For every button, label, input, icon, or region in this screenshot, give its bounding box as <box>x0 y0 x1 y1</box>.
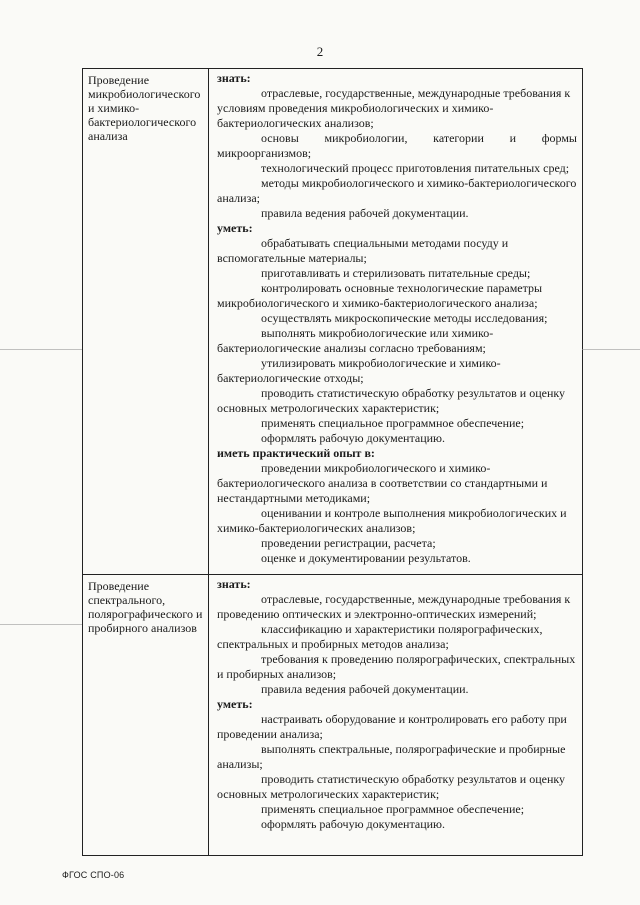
requirement-item: проведении регистрации, расчета; <box>261 536 436 550</box>
section-subheading: знать: <box>217 577 251 591</box>
requirement-item: настраивать оборудование и контролировать его работу при проведении анализа; <box>217 712 567 741</box>
section-content-cell <box>209 575 583 856</box>
section-subheading: уметь: <box>217 697 253 711</box>
competency-table <box>82 68 583 856</box>
requirement-item: отраслевые, государственные, международные требования к проведению оптических и электронно-оптических измерений; <box>217 592 571 621</box>
section-title-cell <box>83 575 209 856</box>
requirement-item: осуществлять микроскопические методы исследования; <box>261 311 548 325</box>
scan-artifact-line <box>0 624 82 625</box>
requirement-item: контролировать основные технологические параметры микробиологического и химико-бактериологического анализа; <box>217 281 543 310</box>
page-number: 2 <box>316 44 324 59</box>
requirement-item: классификацию и характеристики полярографических, спектральных и пробирных методов анализа; <box>217 622 543 651</box>
requirement-item: правила ведения рабочей документации. <box>261 682 469 696</box>
requirement-item: требования к проведению полярографических, спектральных и пробирных анализов; <box>217 652 576 681</box>
requirement-item: применять специальное программное обеспечение; <box>261 416 525 430</box>
requirement-item: оценке и документировании результатов. <box>261 551 471 565</box>
requirement-item: проводить статистическую обработку результатов и оценку основных метрологических характеристик; <box>217 386 566 415</box>
section-subheading: знать: <box>217 71 251 85</box>
section-content-cell <box>209 69 583 575</box>
scan-artifact-line <box>0 349 82 350</box>
requirement-item: проведении микробиологического и химико-бактериологического анализа в соответствии со стандартными и нестандартными методиками; <box>217 461 548 505</box>
section-subheading: уметь: <box>217 221 253 235</box>
requirement-item: методы микробиологического и химико-бактериологического анализа; <box>217 176 577 205</box>
section-title: Проведение микробиологического и химико- бактериологического анализа <box>88 73 201 143</box>
requirement-item: приготавливать и стерилизовать питательные среды; <box>261 266 531 280</box>
scan-artifact-line <box>582 349 640 350</box>
requirement-item: выполнять спектральные, полярографические и пробирные анализы; <box>217 742 566 771</box>
requirement-item: оформлять рабочую документацию. <box>261 431 446 445</box>
footer-code: ФГОС СПО-06 <box>62 870 125 880</box>
section-content <box>209 69 582 572</box>
section-content <box>209 575 582 838</box>
requirement-item: технологический процесс приготовления питательных сред; <box>261 161 570 175</box>
requirement-item: правила ведения рабочей документации. <box>261 206 469 220</box>
section-subheading: иметь практический опыт в: <box>217 446 375 460</box>
requirement-item: оценивании и контроле выполнения микробиологических и химико-бактериологических анализов; <box>217 506 567 535</box>
section-title: Проведение спектрального, полярографического и пробирного анализов <box>88 579 203 635</box>
requirement-item: применять специальное программное обеспечение; <box>261 802 525 816</box>
requirement-item: обрабатывать специальными методами посуду и вспомогательные материалы; <box>217 236 509 265</box>
requirement-item: отраслевые, государственные, международные требования к условиям проведения микробиологических и химико-бактериологических анализов; <box>217 86 571 130</box>
requirement-item: проводить статистическую обработку результатов и оценку основных метрологических характеристик; <box>217 772 566 801</box>
table-row <box>83 575 583 856</box>
requirement-item: выполнять микробиологические или химико-бактериологические анализы согласно требованиям; <box>217 326 494 355</box>
requirement-item: оформлять рабочую документацию. <box>261 817 446 831</box>
section-title-cell <box>83 69 209 575</box>
requirement-item: утилизировать микробиологические и химико-бактериологические отходы; <box>217 356 501 385</box>
table-row <box>83 69 583 575</box>
requirement-item: основы микробиологии, категории и формы микроорганизмов; <box>217 131 577 160</box>
